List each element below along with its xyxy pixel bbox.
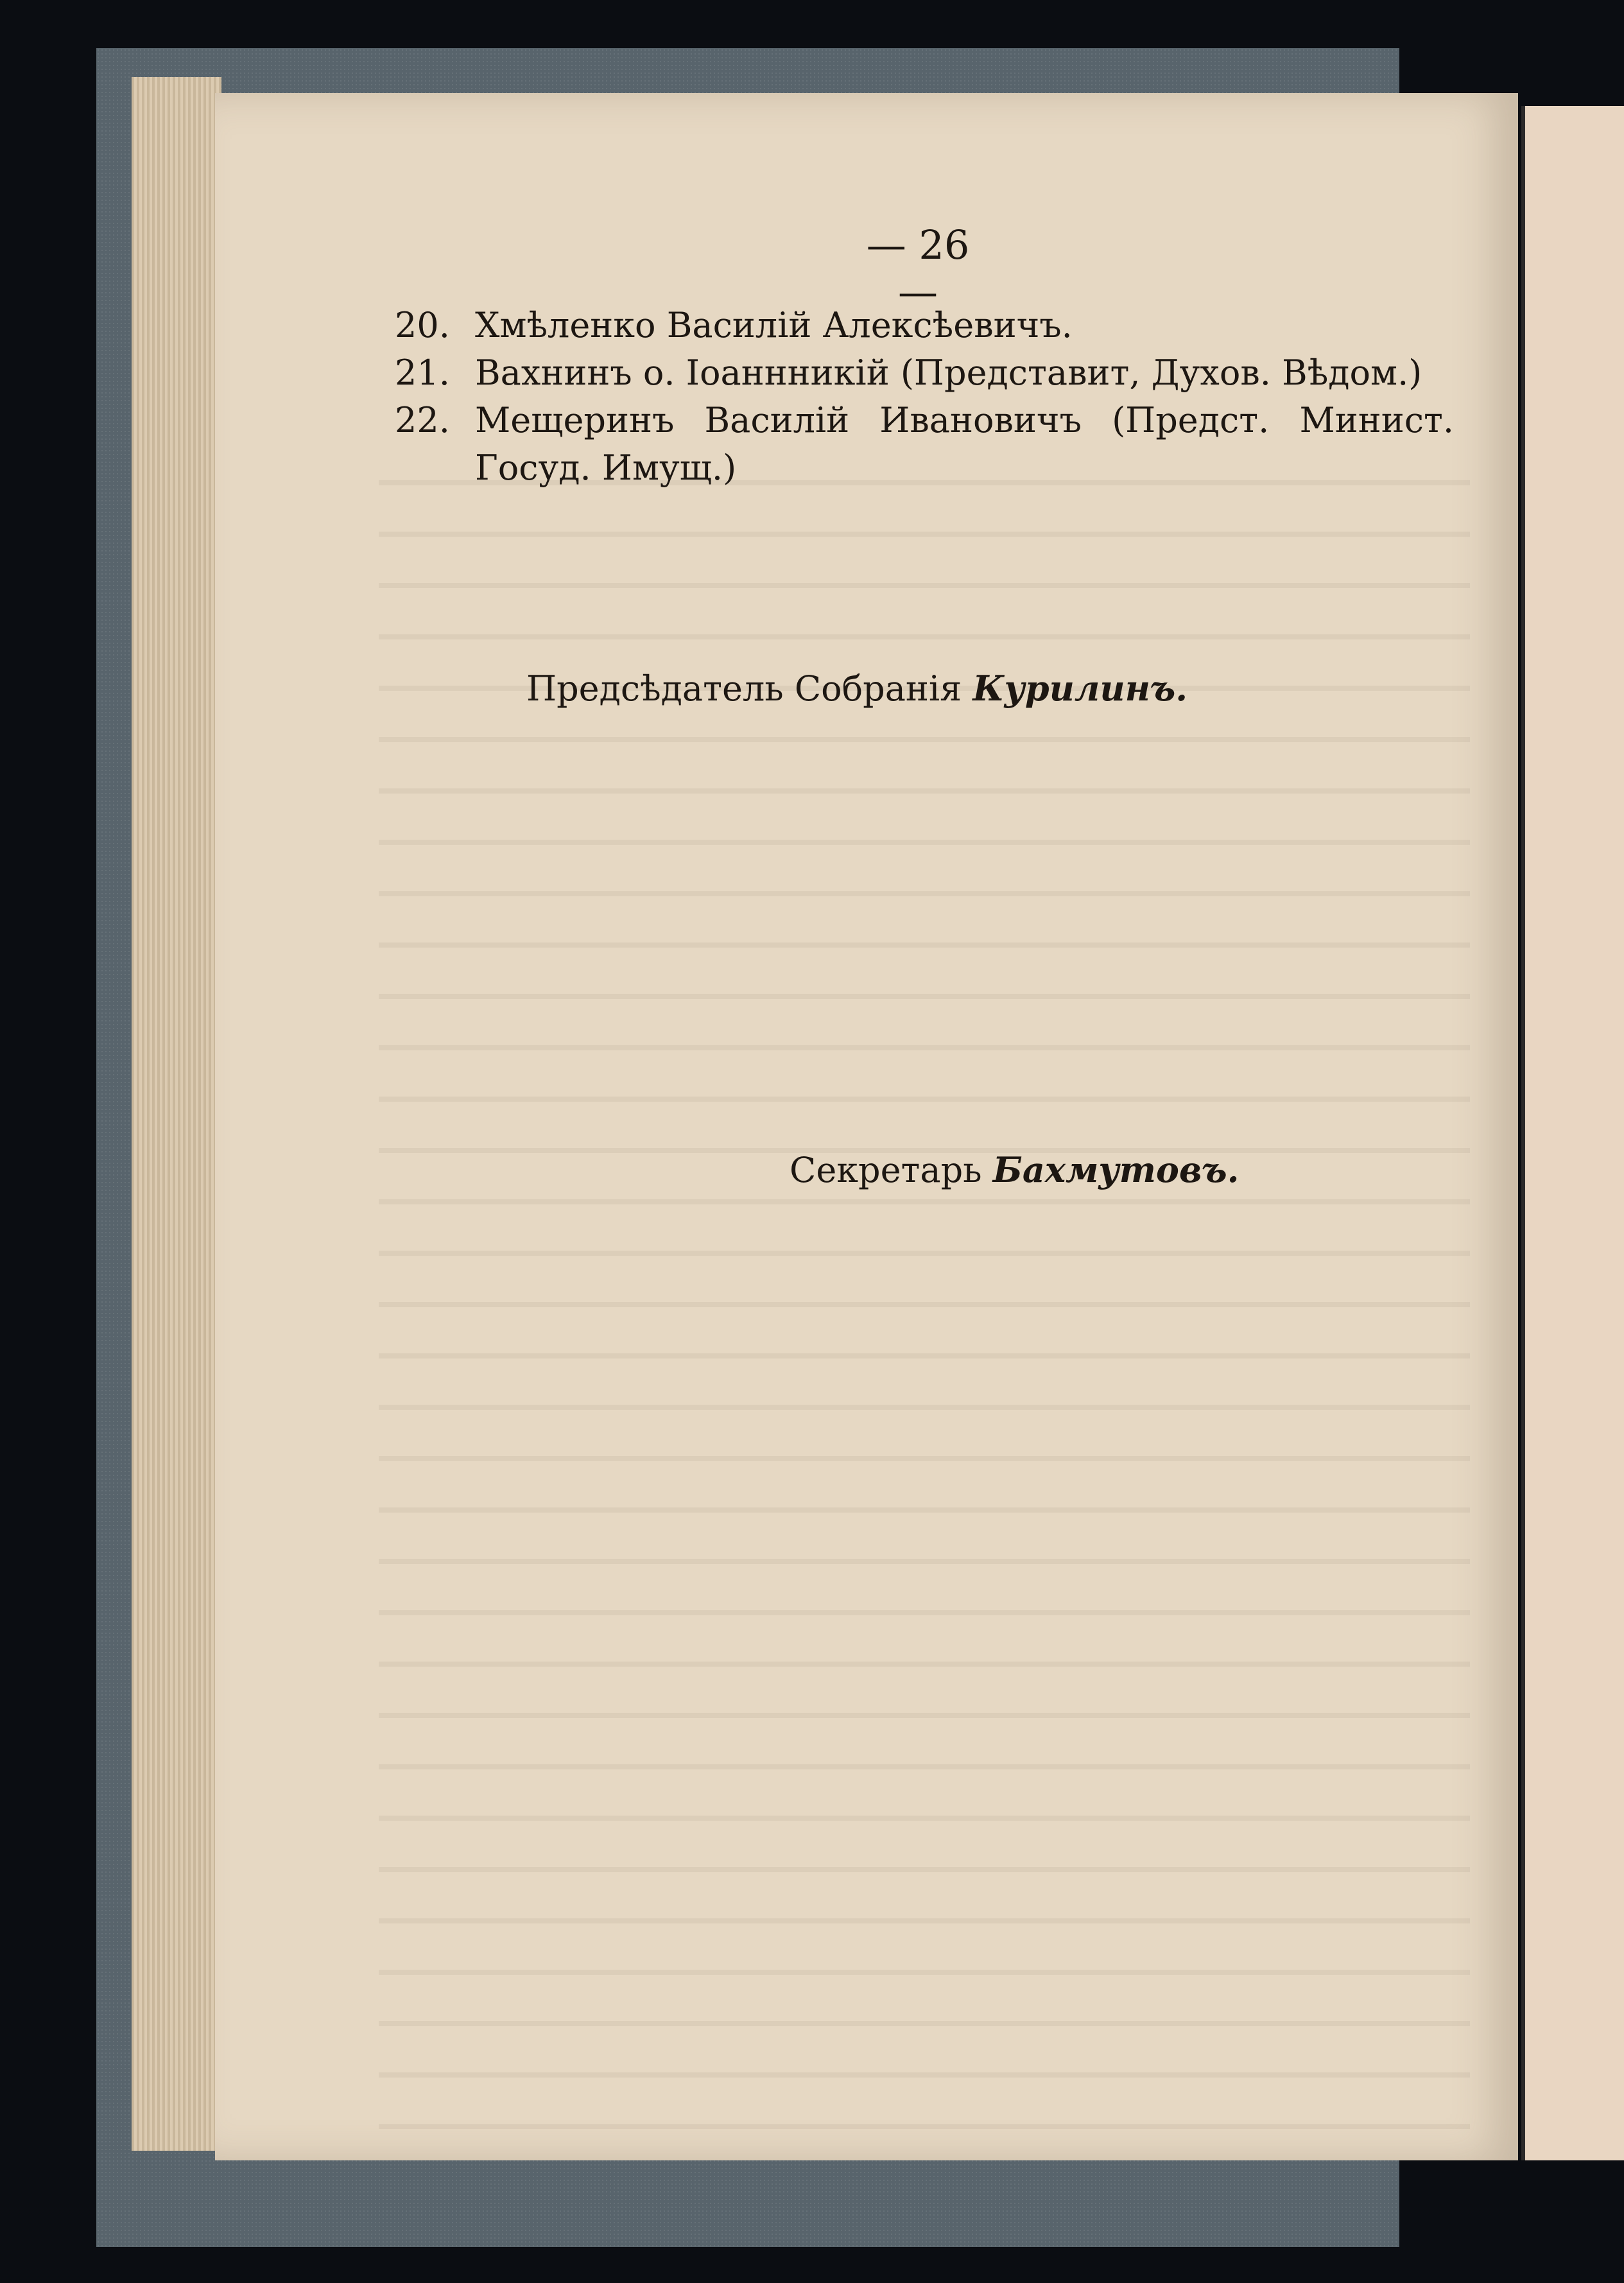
facing-page-edge — [1521, 106, 1624, 2160]
list-item — [395, 349, 1454, 397]
chairman-signature — [526, 668, 1188, 709]
item-number: 22. — [395, 400, 450, 440]
item-number: 20. — [395, 305, 450, 345]
chairman-name: Курилинъ. — [972, 668, 1188, 709]
list-item — [395, 302, 1454, 349]
item-text: Мещеринъ Василій Ивановичъ (Предст. Минист. Госуд. Имущ.) — [475, 400, 1454, 488]
secretary-title: Секретарь — [790, 1150, 982, 1190]
secretary-signature — [790, 1149, 1239, 1190]
item-number: 21. — [395, 352, 450, 393]
list-item — [395, 397, 1454, 492]
member-list — [395, 302, 1454, 492]
item-text: Вахнинъ о. Іоаннникій (Представит, Духов. Вѣдом.) — [475, 352, 1422, 393]
chairman-title: Предсѣдатель Собранія — [526, 668, 962, 709]
secretary-name: Бахмутовъ. — [992, 1149, 1240, 1190]
page-number: — 26 — — [866, 221, 970, 315]
item-text: Хмѣленко Василій Алексѣевичъ. — [475, 305, 1073, 345]
page-edges — [132, 77, 221, 2151]
